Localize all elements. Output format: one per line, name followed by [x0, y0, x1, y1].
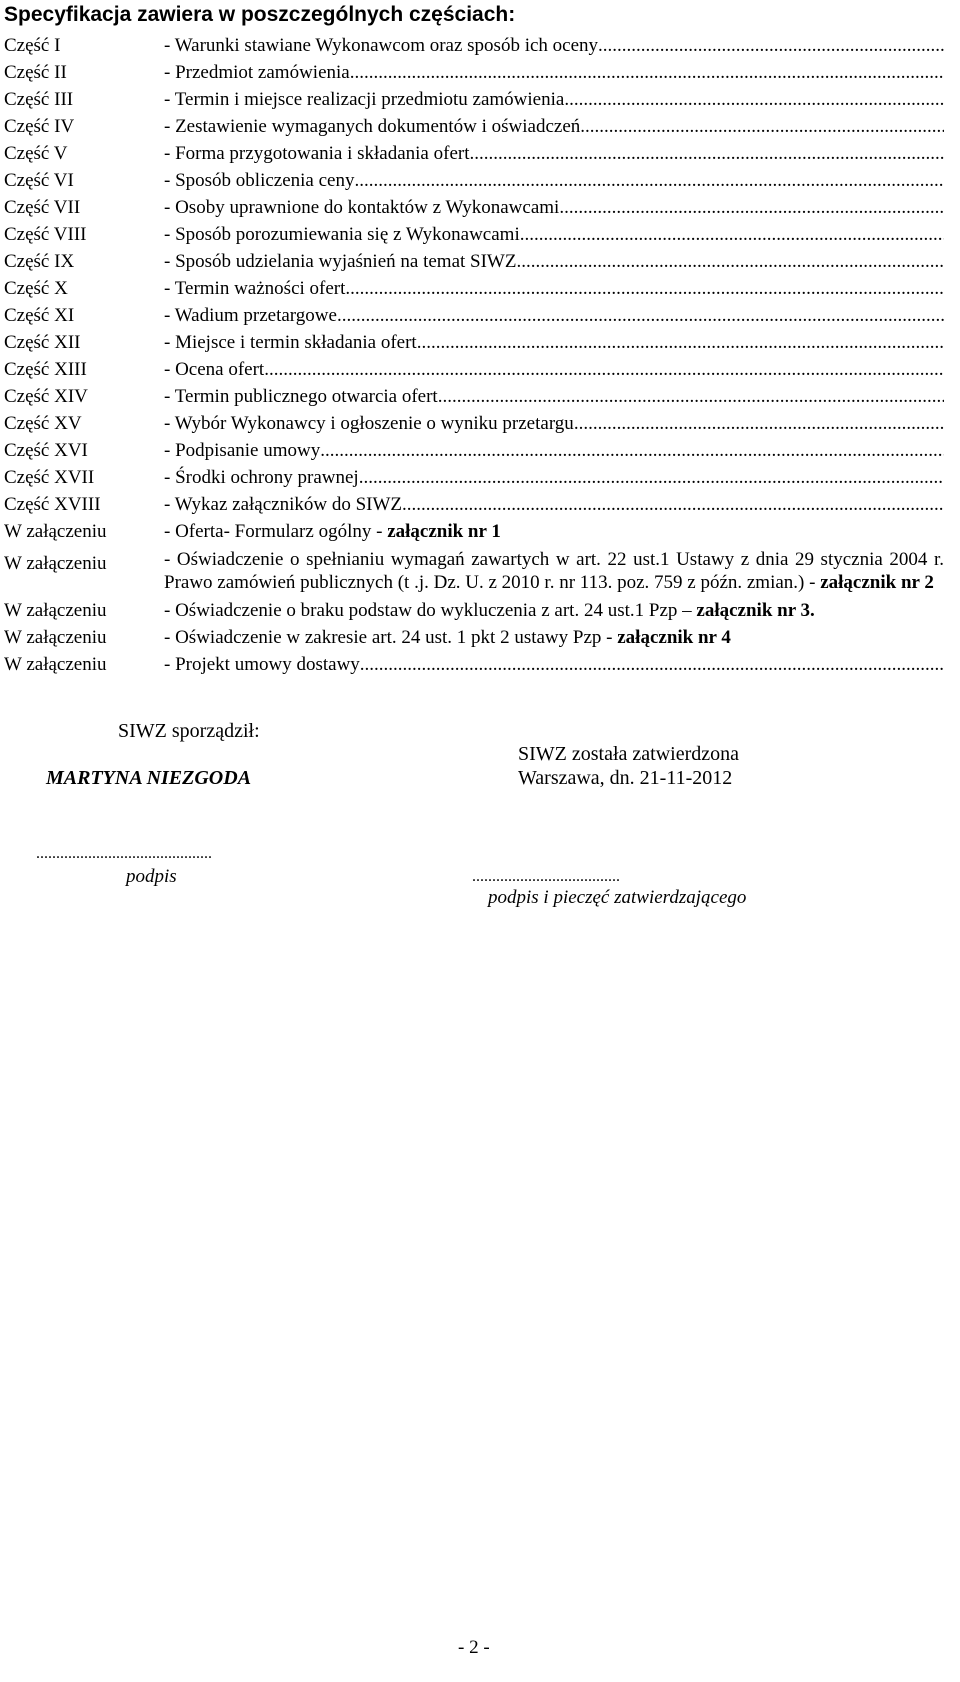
- part-title: - Podpisanie umowy: [164, 440, 321, 461]
- toc-row: [4, 275, 944, 302]
- part-label: Część XIV: [4, 386, 88, 407]
- dot-leader: [469, 140, 944, 167]
- part-title: - Wykaz załączników do SIWZ: [164, 494, 403, 515]
- signature-line-left: ............................................: [36, 845, 212, 862]
- dot-leader: [516, 248, 944, 275]
- attachment-text: - Oświadczenie w zakresie art. 24 ust. 1 pkt 2 ustawy Pzp - załącznik nr 4: [164, 627, 731, 648]
- part-label: Część IX: [4, 251, 75, 272]
- toc-row: [4, 86, 944, 113]
- attachment-text: - Projekt umowy dostawy: [164, 654, 360, 675]
- dot-leader: [354, 167, 944, 194]
- attachment-label: W załączeniu: [4, 521, 107, 542]
- attachment-row: [4, 597, 944, 624]
- attachment-label: W załączeniu: [4, 553, 107, 574]
- part-label: Część X: [4, 278, 68, 299]
- part-label: Część V: [4, 143, 68, 164]
- toc-row: [4, 302, 944, 329]
- dot-leader: [360, 651, 944, 678]
- part-label: Część XVIII: [4, 494, 101, 515]
- part-title: - Sposób porozumiewania się z Wykonawcami: [164, 224, 520, 245]
- part-label: Część IV: [4, 116, 75, 137]
- signature-caption-left: podpis: [126, 866, 177, 887]
- toc-row: [4, 32, 944, 59]
- document-heading: Specyfikacja zawiera w poszczególnych częściach:: [4, 3, 516, 26]
- attachment-row: [4, 651, 944, 678]
- dot-leader: [264, 356, 944, 383]
- toc-row: [4, 329, 944, 356]
- attachment-text: - Oświadczenie o braku podstaw do wykluczenia z art. 24 ust.1 Pzp – załącznik nr 3.: [164, 600, 815, 621]
- attachment-label: W załączeniu: [4, 600, 107, 621]
- dot-leader: [359, 464, 944, 491]
- part-label: Część VIII: [4, 224, 87, 245]
- attachment-label: W załączeniu: [4, 654, 107, 675]
- part-title: - Zestawienie wymaganych dokumentów i oświadczeń: [164, 116, 581, 137]
- toc-row: [4, 437, 944, 464]
- dot-leader: [345, 275, 944, 302]
- dot-leader: [320, 437, 944, 464]
- part-label: Część II: [4, 62, 67, 83]
- approved-label: SIWZ została zatwierdzona: [518, 743, 740, 765]
- part-label: Część XII: [4, 332, 81, 353]
- part-title: - Termin ważności ofert: [164, 278, 346, 299]
- part-label: Część XI: [4, 305, 75, 326]
- attachment-text: - Oświadczenie o spełnianiu wymagań zawartych w art. 22 ust.1 Ustawy z dnia 29 stycznia 2004 r. Prawo zamówień publicznych (t .j. Dz. U. z 2010 r. nr 113. poz. 759 z późn. zmian.) - załącznik nr 2: [164, 549, 944, 593]
- part-title: - Wybór Wykonawcy i ogłoszenie o wyniku przetargu: [164, 413, 574, 434]
- part-label: Część XVI: [4, 440, 88, 461]
- part-title: - Wadium przetargowe: [164, 305, 337, 326]
- toc-row: [4, 167, 944, 194]
- toc-row: [4, 248, 944, 275]
- part-title: - Miejsce i termin składania ofert: [164, 332, 417, 353]
- part-label: Część III: [4, 89, 74, 110]
- dot-leader: [402, 491, 944, 518]
- part-title: - Warunki stawiane Wykonawcom oraz sposób ich oceny: [164, 35, 599, 56]
- toc-row: [4, 194, 944, 221]
- toc-row: [4, 59, 944, 86]
- toc-row: [4, 113, 944, 140]
- part-label: Część VI: [4, 170, 74, 191]
- dot-leader: [337, 302, 944, 329]
- toc-row: [4, 464, 944, 491]
- toc-row: [4, 356, 944, 383]
- approved-place-date: Warszawa, dn. 21-11-2012: [518, 767, 733, 789]
- part-title: - Środki ochrony prawnej: [164, 467, 359, 488]
- part-label: Część XVII: [4, 467, 95, 488]
- dot-leader: [350, 59, 944, 86]
- toc-row: [4, 221, 944, 248]
- signature-line-right: .....................................: [472, 868, 620, 885]
- dot-leader: [580, 113, 944, 140]
- prepared-by-label: SIWZ sporządził:: [118, 720, 260, 742]
- part-title: - Sposób udzielania wyjaśnień na temat SIWZ: [164, 251, 517, 272]
- part-title: - Osoby uprawnione do kontaktów z Wykonawcami: [164, 197, 560, 218]
- dot-leader: [564, 86, 944, 113]
- part-label: Część VII: [4, 197, 81, 218]
- dot-leader: [559, 194, 944, 221]
- part-title: - Termin i miejsce realizacji przedmiotu zamówienia: [164, 89, 565, 110]
- prepared-by-name: MARTYNA NIEZGODA: [46, 767, 252, 789]
- part-title: - Przedmiot zamówienia: [164, 62, 350, 83]
- attachment-row: [4, 518, 944, 545]
- part-label: Część XIII: [4, 359, 87, 380]
- part-title: - Termin publicznego otwarcia ofert: [164, 386, 438, 407]
- page-number: - 2 -: [458, 1637, 490, 1658]
- toc-row: [4, 491, 944, 518]
- dot-leader: [438, 383, 944, 410]
- dot-leader: [598, 32, 944, 59]
- parts-list: [4, 32, 944, 518]
- part-title: - Ocena ofert: [164, 359, 265, 380]
- dot-leader: [574, 410, 944, 437]
- attachment-text: - Oferta- Formularz ogólny - załącznik nr 1: [164, 521, 501, 542]
- toc-row: [4, 140, 944, 167]
- table-of-contents: [4, 32, 944, 678]
- part-label: Część XV: [4, 413, 82, 434]
- part-title: - Forma przygotowania i składania ofert: [164, 143, 470, 164]
- attachment-row: [4, 548, 944, 594]
- attachment-row: [4, 624, 944, 651]
- part-label: Część I: [4, 35, 61, 56]
- attachment-label: W załączeniu: [4, 627, 107, 648]
- part-title: - Sposób obliczenia ceny: [164, 170, 355, 191]
- toc-row: [4, 383, 944, 410]
- dot-leader: [417, 329, 944, 356]
- toc-row: [4, 410, 944, 437]
- dot-leader: [520, 221, 944, 248]
- signature-caption-right: podpis i pieczęć zatwierdzającego: [488, 887, 747, 908]
